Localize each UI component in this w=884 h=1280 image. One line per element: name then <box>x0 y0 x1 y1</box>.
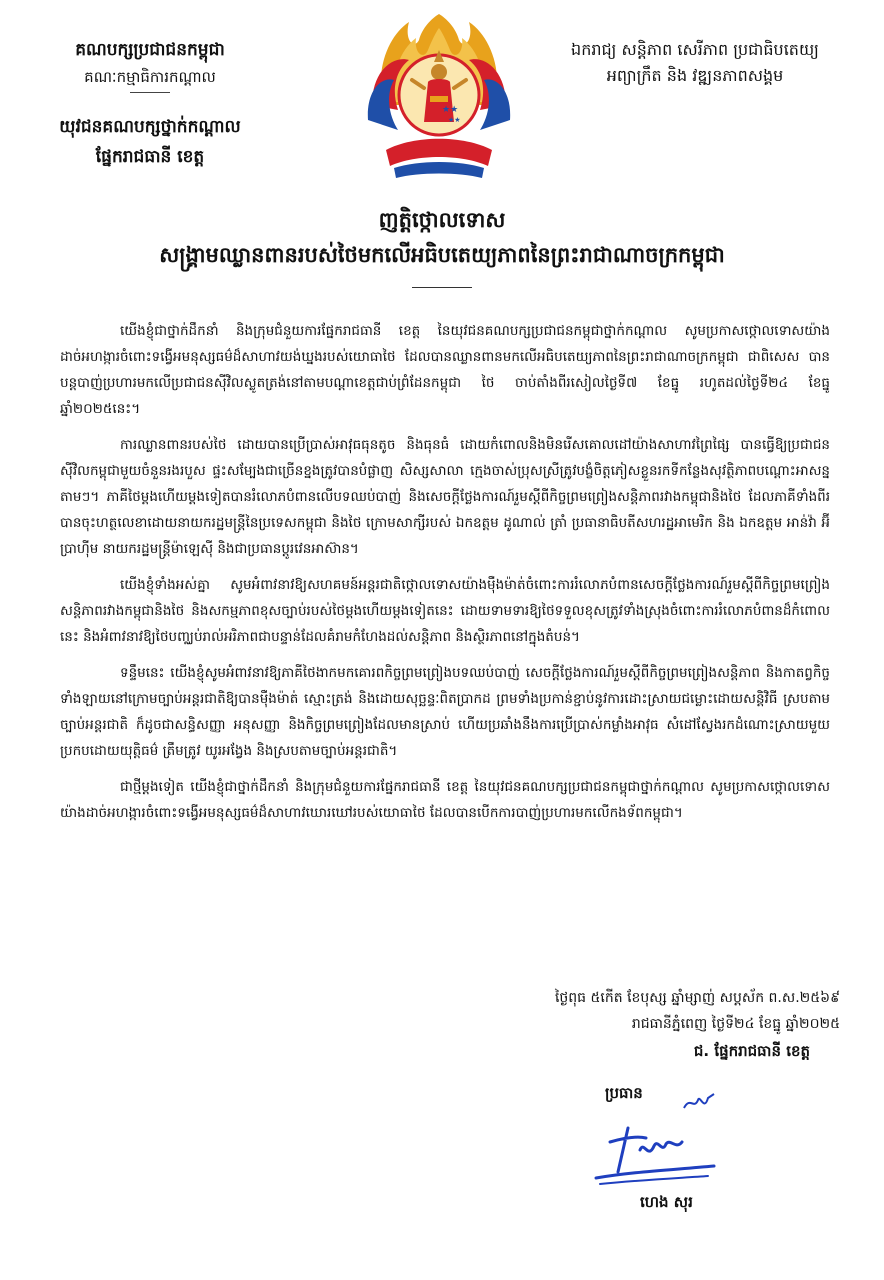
petition-body <box>60 318 830 836</box>
party-logo <box>364 10 514 180</box>
youth-central-level: យុវជនគណបក្សថ្នាក់កណ្តាល <box>59 117 241 137</box>
initials-mark <box>682 1090 716 1114</box>
on-behalf-of: ជ. ផ្នែករាជធានី ខេត្ត <box>693 1042 810 1060</box>
national-motto-line1: ឯករាជ្យ សន្តិភាព សេរីភាព ប្រជាធិបតេយ្យ <box>571 40 819 59</box>
party-name: គណបក្សប្រជាជនកម្ពុជា <box>75 40 225 60</box>
paragraph: យើងខ្ញុំទាំងអស់គ្នា សូមអំពាវនាវឱ្យសហគមន៍អន្តរជាតិថ្កោលទោសយ៉ាងម៉ឺងម៉ាត់ចំពោះការរំលោភបំពានសេចក្តីថ្លែងការណ៍រួមស្តីពីកិច្ចព្រមព្រៀងសន្តិភាពរវាងកម្ពុជានិងថៃ និងសកម្មភាពខុសច្បាប់របស់ថៃម្តងហើយម្តងទៀតនេះ ដោយទាមទារឱ្យថៃទទួលខុសត្រូវទាំងស្រុងចំពោះការរំលោភបំពានដ៏កំពោលនេះ និងអំពាវនាវឱ្យថៃបញ្ឈប់រាល់អរិភាពជាបន្ទាន់ដែលគំរាមកំហែងដល់សន្តិភាព និងស្ថិរភាពនៅក្នុងតំបន់។ <box>60 577 830 645</box>
svg-text:★★: ★★ <box>448 116 461 124</box>
document-title <box>60 205 824 288</box>
header-divider <box>130 92 170 93</box>
central-committee: គណៈកម្មាធិការកណ្តាល <box>84 68 216 86</box>
signer-role: ប្រធាន <box>605 1084 643 1102</box>
handwritten-signature <box>590 1120 720 1190</box>
svg-text:★★: ★★ <box>442 105 459 115</box>
signer-name: ហេង សុរ <box>640 1193 693 1211</box>
paragraph: យើងខ្ញុំជាថ្នាក់ដឹកនាំ និងក្រុមជំនួយការផ្នែករាជធានី ខេត្ត នៃយុវជនគណបក្សប្រជាជនកម្ពុជាថ្នាក់កណ្តាល សូមប្រកាសថ្កោលទោសយ៉ាងដាច់អហង្ការចំពោះទង្វើអមនុស្សធម៌ដ៏សាហាវយង់ឃ្នងរបស់យោធាថៃ ដែលបានឈ្លានពានមកលើអធិបតេយ្យភាពនៃព្រះរាជាណាចក្រកម្ពុជា ជាពិសេស បានបន្តបាញ់ប្រហារមកលើប្រជាជនស៊ីវិលស្លូតត្រង់នៅតាមបណ្តាខេត្តជាប់ព្រំដែនកម្ពុជា ថៃ ចាប់តាំងពីរសៀលថ្ងៃទី៧ ខែធ្នូ រហូតដល់ថ្ងៃទី២៤ ខែធ្នូ ឆ្នាំ២០២៥នេះ។ <box>60 323 830 417</box>
party-logo-icon <box>364 10 514 180</box>
paragraph: ជាថ្មីម្តងទៀត យើងខ្ញុំជាថ្នាក់ដឹកនាំ និងក្រុមជំនួយការផ្នែករាជធានី ខេត្ត នៃយុវជនគណបក្សប្រជាជនកម្ពុជាថ្នាក់កណ្តាល សូមប្រកាសថ្កោលទោសយ៉ាងដាច់អហង្ការចំពោះទង្វើអមនុស្សធម៌ដ៏សាហាវឃោរឃៅរបស់យោធាថៃ ដែលបានបើកការបាញ់ប្រហារមកលើកងទ័ពកម្ពុជា។ <box>60 779 830 821</box>
header-left <box>30 38 270 169</box>
closing-block <box>430 985 840 1107</box>
paragraph: ទន្ទឹមនេះ យើងខ្ញុំសូមអំពាវនាវឱ្យភាគីថៃងាកមកគោរពកិច្ចព្រមព្រៀងបទឈប់បាញ់ សេចក្តីថ្លែងការណ៍រួមស្តីពីកិច្ចព្រមព្រៀងសន្តិភាព និងកាតព្វកិច្ចទាំងឡាយនៅក្រោមច្បាប់អន្តរជាតិឱ្យបានម៉ឺងម៉ាត់ ស្មោះត្រង់ និងដោយសុច្ឆន្ទៈពិតប្រាកដ ព្រមទាំងប្រកាន់ខ្ជាប់នូវការដោះស្រាយជម្លោះដោយសន្តិវិធី ស្របតាមច្បាប់អន្តរជាតិ ក៏ដូចជាសន្ធិសញ្ញា អនុសញ្ញា និងកិច្ចព្រមព្រៀងដែលមានស្រាប់ ហើយប្រឆាំងនឹងការប្រើប្រាស់កម្លាំងអាវុធ សំដៅស្វែងរកដំណោះស្រាយមួយប្រកបដោយយុត្តិធម៌ ត្រឹមត្រូវ យូរអង្វែង និងស្របតាមច្បាប់អន្តរជាតិ។ <box>60 665 830 759</box>
national-motto-line2: អព្យាក្រឹត និង វឌ្ឍនភាពសង្គម <box>606 66 784 85</box>
title-line2: សង្គ្រាមឈ្លានពានរបស់ថៃមកលើអធិបតេយ្យភាពនៃព្រះរាជាណាចក្រកម្ពុជា <box>159 243 725 267</box>
paragraph: ការឈ្លានពានរបស់ថៃ ដោយបានប្រើប្រាស់អាវុធធុនតូច និងធុនធំ ដោយកំពោលនិងមិនរើសគោលដៅយ៉ាងសាហាវព្រៃផ្សៃ បានធ្វើឱ្យប្រជាជនស៊ីវិលកម្ពុជាមួយចំនួនរងរបួស ផ្ទះសម្បែងជាច្រើនខ្នងត្រូវបានបំផ្លាញ សិស្សសាលា ក្មេងចាស់ប្រុសស្រីត្រូវបង្ខំចិត្តភៀសខ្លួនរកទីកន្លែងសុវត្ថិភាពបណ្តោះអាសន្នតាមៗ។ ភាគីថៃម្តងហើយម្តងទៀតបានរំលោភបំពានលើបទឈប់បាញ់ និងសេចក្តីថ្លែងការណ៍រួមស្តីពីកិច្ចព្រមព្រៀងសន្តិភាពរវាងកម្ពុជានិងថៃ ដែលភាគីទាំងពីរបានចុះហត្ថលេខាដោយនាយករដ្ឋមន្ត្រីនៃប្រទេសកម្ពុជា និងថៃ ក្រោមសាក្សីរបស់ ឯកឧត្តម ដូណាល់ ត្រាំ ប្រធានាធិបតីសហរដ្ឋអាមេរិក និង ឯកឧត្តម អាន់វ៉ា អ៊ីប្រាហ៊ីម នាយករដ្ឋមន្ត្រីម៉ាឡេស៊ី និងជាប្រធានប្តូរវេនអាស៊ាន។ <box>60 437 830 557</box>
title-line1: ញត្តិថ្កោលទោស <box>378 208 506 232</box>
title-divider <box>412 287 472 288</box>
header-right <box>535 38 855 88</box>
lunar-date: ថ្ងៃពុធ ៥កើត ខែបុស្ស ឆ្នាំម្សាញ់ សប្តស័ក ព.ស.២៥៦៩ <box>554 990 840 1006</box>
civil-date: រាជធានីភ្នំពេញ ថ្ងៃទី២៤ ខែធ្នូ ឆ្នាំ២០២៥ <box>631 1016 840 1032</box>
capital-province-section: ផ្នែករាជធានី ខេត្ត <box>95 147 205 167</box>
